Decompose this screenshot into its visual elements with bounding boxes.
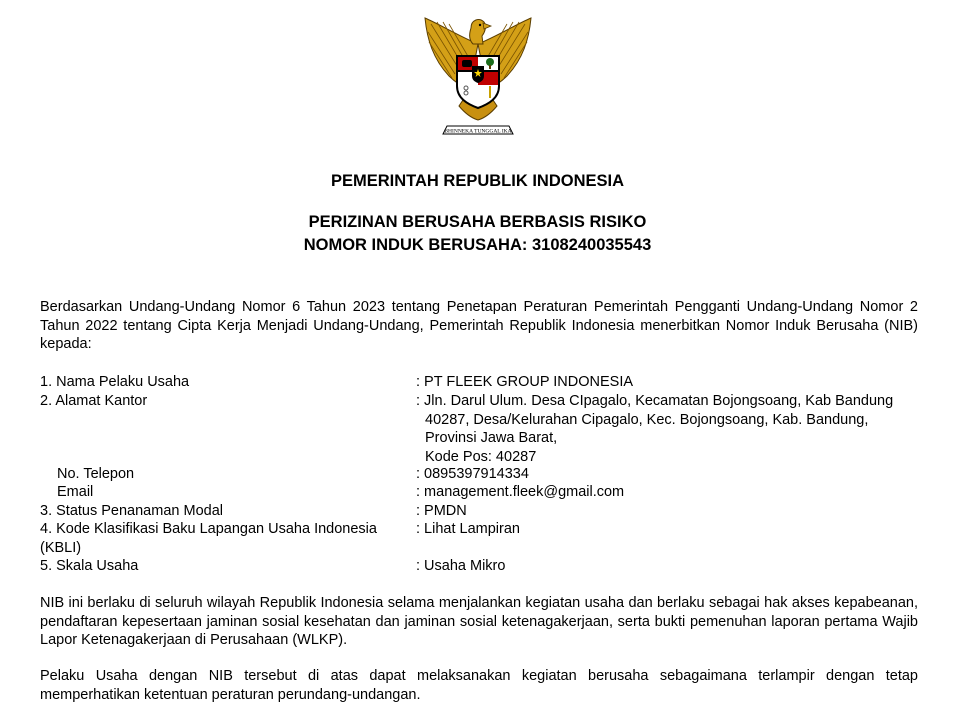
kbli-label <box>40 520 400 557</box>
kbli-value: : Lihat Lampiran <box>416 521 520 537</box>
document-title: PERIZINAN BERUSAHA BERBASIS RISIKO <box>308 213 647 231</box>
modal-value: : PMDN <box>416 503 467 519</box>
svg-text:BHINNEKA TUNGGAL IKA: BHINNEKA TUNGGAL IKA <box>444 128 512 135</box>
alamat-label: 2. Alamat Kantor <box>40 393 148 409</box>
telepon-value: : 0895397914334 <box>416 466 529 482</box>
alamat-value <box>416 392 916 466</box>
garuda-pancasila-emblem-icon <box>419 14 537 139</box>
government-heading: PEMERINTAH REPUBLIK INDONESIA <box>330 172 625 190</box>
alamat-line-1: : Jln. Darul Ulum. Desa CIpagalo, Kecamatan Bojongsoang, Kab Bandung <box>416 393 894 409</box>
email-value: : management.fleek@gmail.com <box>416 484 625 500</box>
nib-number-heading: NOMOR INDUK BERUSAHA: 3108240035543 <box>303 236 652 254</box>
intro-paragraph: Berdasarkan Undang-Undang Nomor 6 Tahun 2023 tentang Penetapan Peraturan Pemerintah Pengganti Undang-Undang Nomor 2 Tahun 2022 tentang Cipta Kerja Menjadi Undang-Undang, Pemerintah Republik Indonesia menerbitkan Nomor Induk Berusaha (NIB) kepada: <box>40 299 918 352</box>
closing-paragraph: Pelaku Usaha dengan NIB tersebut di atas dapat melaksanakan kegiatan berusaha sebagaimana terlampir dengan tetap memperhatikan ketentuan peraturan perundang-undangan. <box>40 668 918 703</box>
alamat-line-3: Provinsi Jawa Barat, <box>425 430 558 446</box>
validity-paragraph: NIB ini berlaku di seluruh wilayah Republik Indonesia selama menjalankan kegiatan usaha dan berlaku sebagai hak akses kepabeanan, pendaftaran kepesertaan jaminan sosial kesehatan dan jaminan sosial ketenagakerjaan, serta bukti pemenuhan laporan pertama Wajib Lapor Ketenagakerjaan di Perusahaan (WLKP). <box>40 595 918 648</box>
nama-label: 1. Nama Pelaku Usaha <box>40 374 190 390</box>
kbli-label-line-2: (KBLI) <box>40 539 82 556</box>
alamat-line-2: 40287, Desa/Kelurahan Cipagalo, Kec. Bojongsoang, Kab. Bandung, <box>425 411 869 428</box>
kbli-label-line-1: 4. Kode Klasifikasi Baku Lapangan Usaha Indonesia <box>40 521 377 537</box>
skala-value: : Usaha Mikro <box>416 558 506 574</box>
modal-label: 3. Status Penanaman Modal <box>40 503 223 519</box>
skala-label: 5. Skala Usaha <box>40 558 139 574</box>
email-label: Email <box>57 484 94 500</box>
telepon-label: No. Telepon <box>57 466 135 482</box>
nama-value: : PT FLEEK GROUP INDONESIA <box>416 374 634 390</box>
alamat-line-4: Kode Pos: 40287 <box>425 448 537 465</box>
